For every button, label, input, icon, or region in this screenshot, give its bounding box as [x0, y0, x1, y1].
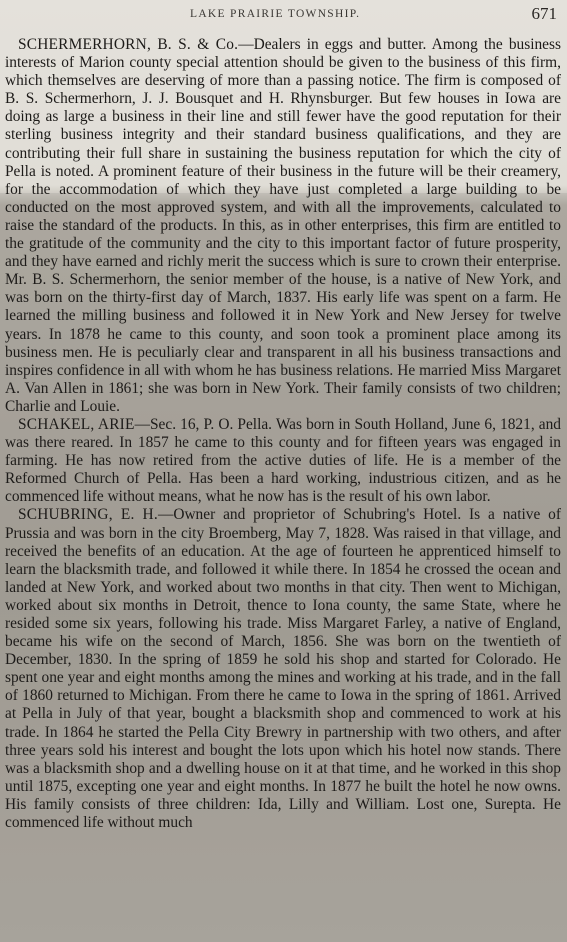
entry-text: —Sec. 16, P. O. Pella. Was born in South Holland, June 6, 1821, and was there reared. In 1857 he came to this county and for fifteen years was engaged in farming. He has now retired from the active duties of life. He is a member of the Reformed Church of Pella. Has been a hard working, industrious citizen, and as he commenced life without means, what he now has is the result of his own labor. [5, 415, 561, 506]
entry-schakel [5, 416, 561, 506]
entry-name: SCHERMERHORN, B. S. & Co. [18, 36, 239, 53]
entry-schermerhorn [5, 36, 561, 416]
entry-name: SCHAKEL, ARIE [18, 415, 135, 433]
entry-name: SCHUBRING, E. H. [18, 506, 158, 524]
page-number: 671 [531, 4, 557, 23]
running-title: LAKE PRAIRIE TOWNSHIP. [190, 8, 361, 20]
page-header [0, 4, 567, 24]
entry-schubring [5, 506, 561, 832]
entry-text: —Dealers in eggs and butter. Among the business interests of Marion county special attention should be given to the business of this firm, which themselves are deserving of more than a passing notice. The firm is composed of B. S. Schermerhorn, J. J. Bousquet and H. Rhynsburger. But few houses in Iowa are doing as large a business in their line and still fewer have the good reputation for their sterling business integrity and their standard business qualifications, and they are contributing their full share in sustaining the business reputation for which the city of Pella is noted. A prominent feature of their business in the future will be their creamery, for the accommodation of which they have just completed a large building to be conducted on the most approved system, and with all the improvements, calculated to raise the standard of the products. In this, as in other enterprises, this firm are entitled to the gratitude of the community and the city to this important factor of future prosperity, and they have earned and richly merit the success which is sure to crown their enterprise. Mr. B. S. Schermerhorn, the senior member of the house, is a native of New York, and was born on the thirty-first day of March, 1837. His early life was spent on a farm. He learned the milling business and followed it in New York and New Jersey for twelve years. In 1878 he came to this county, and soon took a prominent place among its business men. He is peculiarly clear and transparent in all his business transactions and inspires confidence in all with whom he has business relations. He married Miss Margaret A. Van Allen in 1861; she was born in New York. Their family consists of two children; Charlie and Louie. [5, 36, 561, 415]
entry-text: —Owner and proprietor of Schubring's Hotel. Is a native of Prussia and was born in the city Broemberg, May 7, 1828. Was raised in that village, and received the benefits of an education. At the age of fourteen he apprenticed himself to learn the blacksmith trade, and followed it while there. In 1854 he crossed the ocean and landed at New York, and worked about two months in that city. Then went to Michigan, worked about six months in Detroit, thence to Iona county, the same State, where he resided some six years, following his trade. Miss Margaret Farley, a native of England, became his wife on the second of March, 1856. She was born on the twentieth of December, 1830. In the spring of 1859 he sold his shop and started for Colorado. He spent one year and eight months among the mines and working at his trade, and in the fall of 1860 returned to Michigan. From there he came to Iowa in the spring of 1861. Arrived at Pella in July of that year, bought a blacksmith shop and commenced to work at his trade. In 1864 he started the Pella City Brewry in partnership with two others, and after three years sold his interest and bought the lots upon which his hotel now stands. There was a blacksmith shop and a dwelling house on it at that time, and he worked in this shop until 1875, excepting one year and eight months. In 1877 he built the hotel he now owns. His family consists of three children: Ida, Lilly and William. Lost one, Surepta. He commenced life without much [5, 506, 561, 832]
page-body [5, 36, 561, 832]
